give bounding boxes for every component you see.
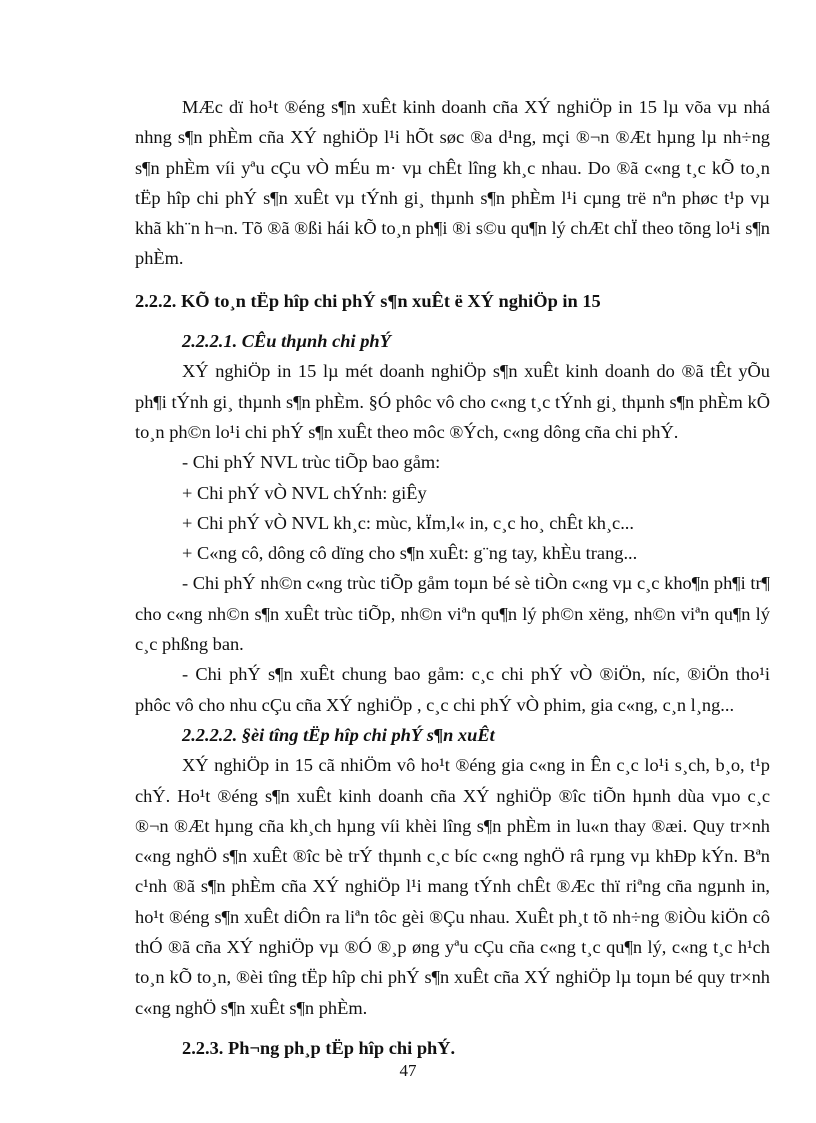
- list-item-other-materials: + Chi phÝ vÒ NVL kh¸c: mùc, kÏm,l« in, c¸c ho¸ chÊt kh¸c...: [182, 512, 634, 533]
- subsection-heading-2-2-2-1: 2.2.2.1. CÊu thµnh chi phÝ: [182, 331, 391, 352]
- paragraph-cost-structure: XÝ nghiÖp in 15 lµ mét doanh nghiÖp s¶n xuÊt kinh doanh do ®ã tÊt yÕu ph¶i tÝnh gi¸ thµnh s¶n phÈm. §Ó phôc vô cho c«ng t¸c tÝnh gi¸ thµnh s¶n phÈm kÕ to¸n ph©n lo¹i chi phÝ s¶n xuÊt theo môc ®Ých, c«ng dông cña chi phÝ.: [135, 361, 770, 442]
- list-item-main-materials: + Chi phÝ vÒ NVL chÝnh: giÊy: [182, 482, 427, 503]
- paragraph-cost-object: XÝ nghiÖp in 15 cã nhiÖm vô ho¹t ®éng gia c«ng in Ên c¸c lo¹i s¸ch, b¸o, t¹p chÝ. Ho¹t ®éng s¶n xuÊt kinh doanh cña XÝ nghiÖp ®îc tiÕn hµnh dùa vµo c¸c ®¬n ®Æt hµng cña kh¸ch hµng víi khèi lîng s¶n phÈm in lu«n thay ®æi. Quy tr×nh c«ng nghÖ s¶n xuÊt ®îc bè trÝ thµnh c¸c bíc c«ng nghÖ râ rµng vµ khÐp kÝn. Bªn c¹nh ®ã s¶n phÈm cña XÝ nghiÖp l¹i mang tÝnh chÊt ®Æc thï riªng cña ngµnh in, ho¹t ®éng s¶n xuÊt diÔn ra liªn tôc gèi ®Çu nhau. XuÊt ph¸t tõ nh÷ng ®iÒu kiÖn cô thÓ ®ã cña XÝ nghiÖp vµ ®Ó ®¸p øng yªu cÇu cña c«ng t¸c qu¶n lý, c«ng t¸c h¹ch to¸n kÕ to¸n, ®èi tîng tËp hîp chi phÝ s¶n xuÊt cña XÝ nghiÖp lµ toµn bé quy tr×nh c«ng nghÖ s¶n xuÊt s¶n phÈm.: [135, 755, 770, 1018]
- paragraph-intro: MÆc dï ho¹t ®éng s¶n xuÊt kinh doanh cña XÝ nghiÖp in 15 lµ võa vµ nhá nhng s¶n phÈm cña XÝ nghiÖp l¹i hÕt søc ®a d¹ng, mçi ®¬n ®Æt hµng lµ nh÷ng s¶n phÈm víi yªu cÇu vÒ mÉu m· vµ chÊt lîng kh¸c nhau. Do ®ã c«ng t¸c kÕ to¸n tËp hîp chi phÝ s¶n xuÊt vµ tÝnh gi¸ thµnh s¶n phÈm l¹i cµng trë nªn phøc t¹p vµ khã kh¨n h¬n. Tõ ®ã ®ßi hái kÕ to¸n ph¶i ®i s©u qu¶n lý chÆt chÏ theo tõng lo¹i s¶n phÈm.: [135, 97, 770, 269]
- list-item-tools: + C«ng cô, dông cô dïng cho s¶n xuÊt: g¨ng tay, khÈu trang...: [182, 543, 638, 564]
- section-heading-2-2-3: 2.2.3. Ph¬ng ph¸p tËp hîp chi phÝ.: [182, 1037, 456, 1058]
- list-item-direct-materials: - Chi phÝ NVL trùc tiÕp bao gåm:: [182, 452, 441, 473]
- document-page: [135, 92, 770, 1073]
- section-heading-2-2-2: 2.2.2. KÕ to¸n tËp hîp chi phÝ s¶n xuÊt ë XÝ nghiÖp in 15: [135, 290, 601, 311]
- list-item-direct-labor: - Chi phÝ nh©n c«ng trùc tiÕp gåm toµn bé sè tiÒn c«ng vµ c¸c kho¶n ph¶i tr¶ cho c«ng nh©n s¶n xuÊt trùc tiÕp, nh©n viªn qu¶n lý ph©n xëng, nh©n viªn qu¶n lý c¸c phßng ban.: [135, 573, 770, 655]
- subsection-heading-2-2-2-2: 2.2.2.2. §èi tîng tËp hîp chi phÝ s¶n xuÊt: [182, 724, 495, 745]
- list-item-overhead: - Chi phÝ s¶n xuÊt chung bao gåm: c¸c chi phÝ vÒ ®iÖn, níc, ®iÖn tho¹i phôc vô cho nhu cÇu cña XÝ nghiÖp , c¸c chi phÝ vÒ phim, gia c«ng, c¸n l¸ng...: [135, 664, 770, 715]
- page-number: 47: [399, 1061, 417, 1080]
